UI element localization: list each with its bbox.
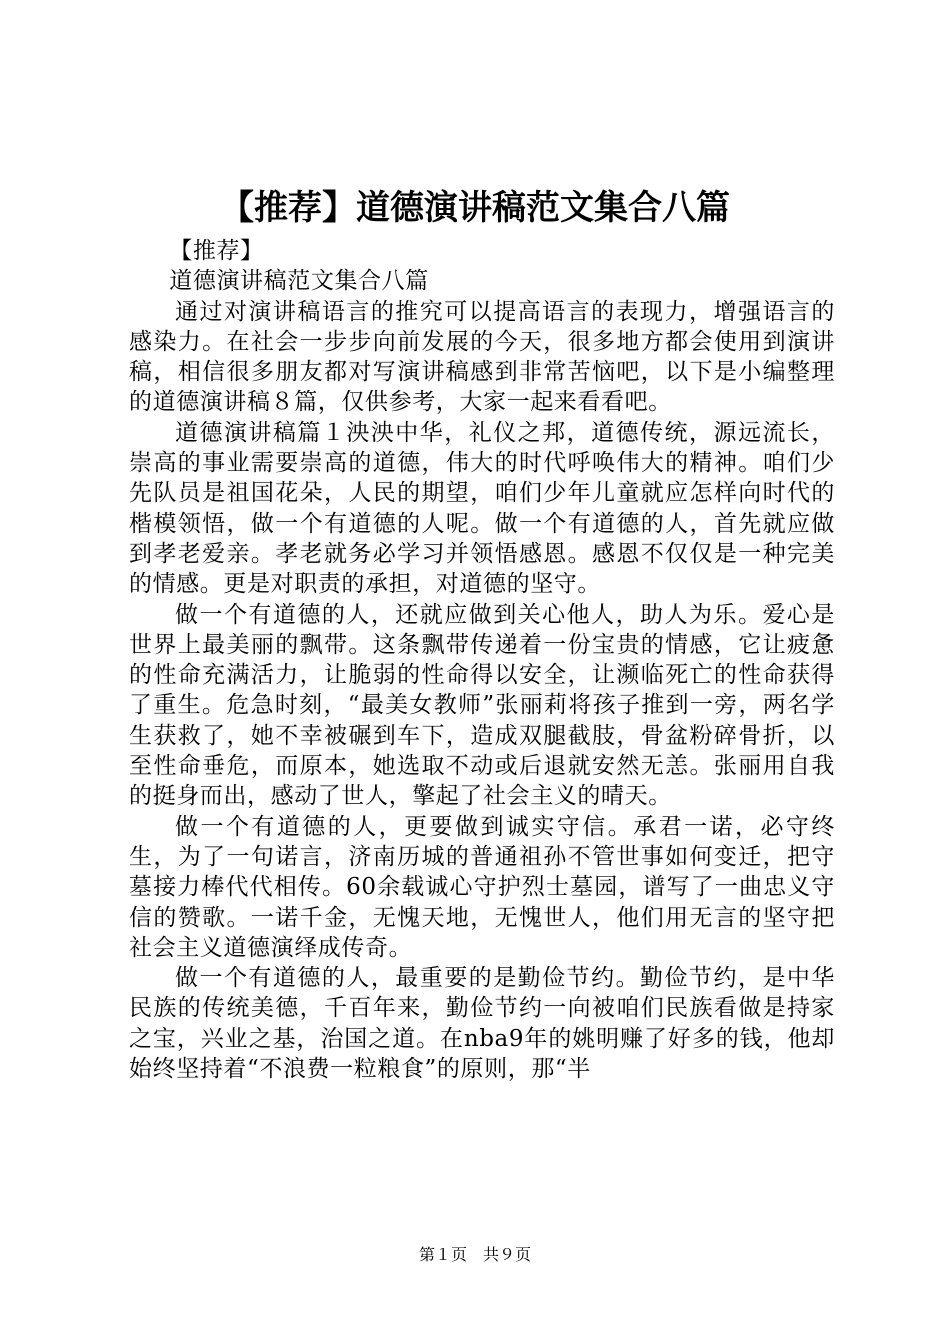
paragraph: 做一个有道德的人，更要做到诚实守信。承君一诺，必守终生，为了一句诺言，济南历城的普通祖孙不管世事如何变迁，把守墓接力棒代代相传。60余载诚心守护烈士墓园，谱写了一曲忠义守信的赞歌。一诺千金，无愧天地，无愧世人，他们用无言的坚守把社会主义道德演绎成传奇。 bbox=[129, 813, 835, 961]
document-title: 【推荐】道德演讲稿范文集合八篇 bbox=[220, 188, 730, 228]
tag-line: 【推荐】 bbox=[169, 238, 264, 264]
paragraph: 通过对演讲稿语言的推究可以提高语言的表现力，增强语言的感染力。在社会一步步向前发展的今天，很多地方都会使用到演讲稿，相信很多朋友都对写演讲稿感到非常苦恼吧，以下是小编整理的道德演讲稿８篇，仅供参考，大家一起来看看吧。 bbox=[129, 298, 835, 416]
paragraph: 做一个有道德的人，最重要的是勤俭节约。勤俭节约，是中华民族的传统美德，千百年来，勤俭节约一向被咱们民族看做是持家之宝，兴业之基，治国之道。在nba9年的姚明赚了好多的钱，他却始终坚持着“不浪费一粒粮食”的原则，那“半 bbox=[129, 965, 835, 1083]
sub-title: 道德演讲稿范文集合八篇 bbox=[169, 268, 429, 295]
paragraph: 道德演讲稿篇１泱泱中华，礼仪之邦，道德传统，源远流长，崇高的事业需要崇高的道德，伟大的时代呼唤伟大的精神。咱们少先队员是祖国花朵，人民的期望，咱们少年儿童就应怎样向时代的楷模领悟，做一个有道德的人呢。做一个有道德的人，首先就应做到孝老爱亲。孝老就务必学习并领悟感恩。感恩不仅仅是一种完美的情感。更是对职责的承担，对道德的坚守。 bbox=[129, 419, 835, 598]
document-body bbox=[129, 236, 835, 1084]
page-footer: 第１页 共９页 bbox=[418, 1245, 531, 1264]
paragraph: 做一个有道德的人，还就应做到关心他人，助人为乐。爱心是世界上最美丽的飘带。这条飘带传递着一份宝贵的情感，它让疲惫的性命充满活力，让脆弱的性命得以安全，让濒临死亡的性命获得了重生。危急时刻，“最美女教师”张丽莉将孩子推到一旁，两名学生获救了，她不幸被碾到车下，造成双腿截肢，骨盆粉碎骨折，以至性命垂危，而原本，她选取不动或后退就安然无恙。张丽用自我的挺身而出，感动了世人，擎起了社会主义的晴天。 bbox=[129, 601, 835, 810]
